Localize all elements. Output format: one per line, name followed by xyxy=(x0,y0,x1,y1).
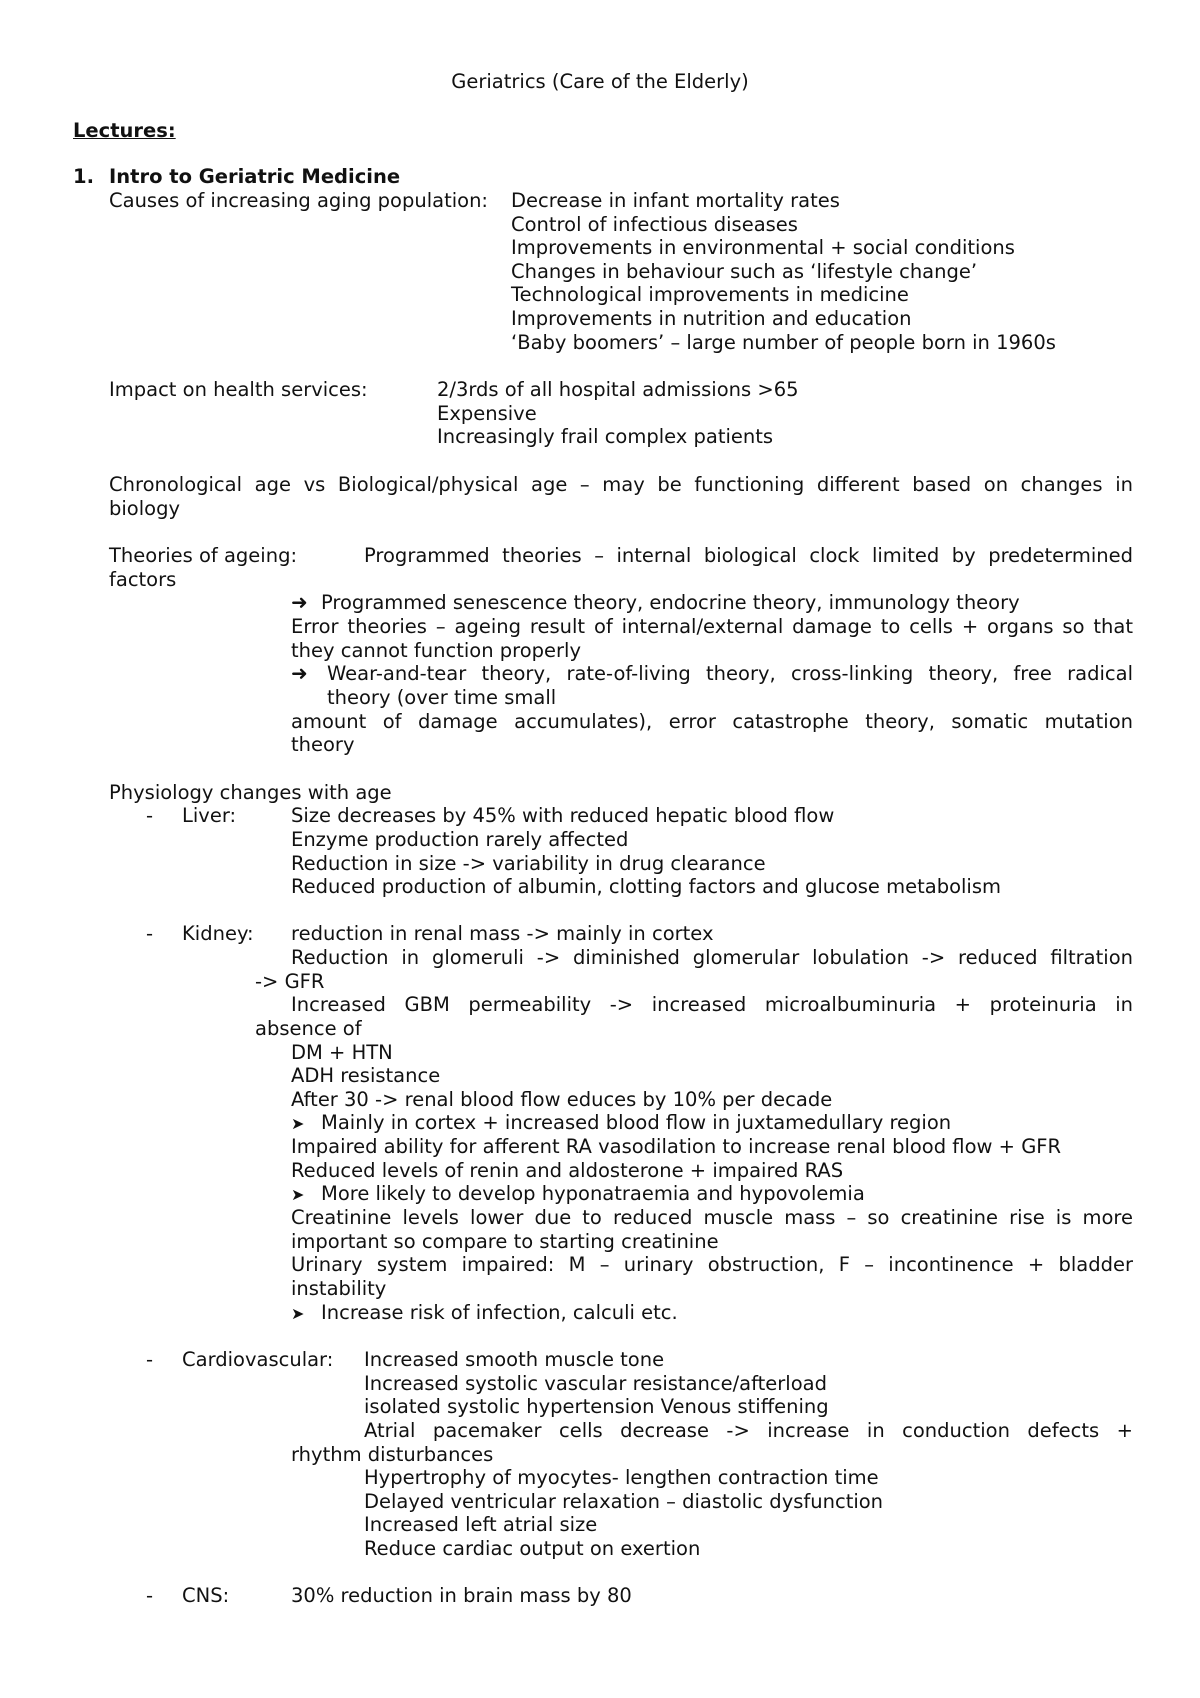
list-item: Increased left atrial size xyxy=(364,1513,598,1536)
section-heading: Intro to Geriatric Medicine xyxy=(109,165,401,188)
chronological-text: Chronological age vs Biological/physical age – may be functioning different based on changes in xyxy=(109,473,1133,496)
list-item: Improvements in nutrition and education xyxy=(511,307,912,330)
list-item: ADH resistance xyxy=(291,1064,441,1087)
list-item: Impaired ability for afferent RA vasodilation to increase renal blood flow + GFR xyxy=(291,1135,1062,1158)
list-item: Changes in behaviour such as ‘lifestyle change’ xyxy=(511,260,978,283)
chronological-text: biology xyxy=(109,497,180,520)
theories-text: theory (over time small xyxy=(327,686,557,709)
theories-text: they cannot function properly xyxy=(291,639,582,662)
list-item: Increased smooth muscle tone xyxy=(364,1348,665,1371)
list-item: isolated systolic hypertension Venous stiffening xyxy=(364,1395,829,1418)
triangle-bullet-item: ➤ Mainly in cortex + increased blood flow in juxtamedullary region xyxy=(291,1111,952,1134)
list-item: Reduced levels of renin and aldosterone + impaired RAS xyxy=(291,1159,844,1182)
list-item: Increased GBM permeability -> increased microalbuminuria + proteinuria in xyxy=(291,993,1133,1016)
list-item: 30% reduction in brain mass by 80 xyxy=(291,1584,632,1607)
list-item: Reduced production of albumin, clotting factors and glucose metabolism xyxy=(291,875,1002,898)
list-item: Size decreases by 45% with reduced hepatic blood flow xyxy=(291,804,835,827)
theories-label: Theories of ageing: xyxy=(109,544,298,567)
list-item: Reduction in glomeruli -> diminished glomerular lobulation -> reduced filtration xyxy=(291,946,1133,969)
arrow-bullet-item: ➜ Programmed senescence theory, endocrine theory, immunology theory xyxy=(291,590,1020,614)
theories-text: Error theories – ageing result of internal/external damage to cells + organs so that xyxy=(291,615,1133,638)
dash-bullet: - xyxy=(146,1584,154,1607)
triangle-bullet-item: ➤ Increase risk of infection, calculi etc. xyxy=(291,1301,678,1324)
dash-bullet: - xyxy=(146,922,154,945)
lectures-heading: Lectures: xyxy=(73,119,176,142)
list-item: Reduce cardiac output on exertion xyxy=(364,1537,701,1560)
list-item: Improvements in environmental + social conditions xyxy=(511,236,1015,259)
section-number: 1. xyxy=(73,165,94,188)
right-arrow-icon: ➜ xyxy=(291,661,308,685)
cardio-label: Cardiovascular: xyxy=(182,1348,334,1371)
physiology-heading: Physiology changes with age xyxy=(109,781,392,804)
list-item: Control of infectious diseases xyxy=(511,213,798,236)
list-item: important so compare to starting creatinine xyxy=(291,1230,719,1253)
list-item: Creatinine levels lower due to reduced muscle mass – so creatinine rise is more xyxy=(291,1206,1133,1229)
liver-label: Liver: xyxy=(182,804,237,827)
dash-bullet: - xyxy=(146,804,154,827)
theories-text: factors xyxy=(109,568,177,591)
list-item: Enzyme production rarely affected xyxy=(291,828,629,851)
theories-text: theory xyxy=(291,733,355,756)
list-item: Expensive xyxy=(437,402,537,425)
list-item: Delayed ventricular relaxation – diastolic dysfunction xyxy=(364,1490,884,1513)
list-item: Hypertrophy of myocytes- lengthen contraction time xyxy=(364,1466,879,1489)
kidney-label: Kidney: xyxy=(182,922,254,945)
theories-text: amount of damage accumulates), error catastrophe theory, somatic mutation xyxy=(291,710,1133,733)
list-item: ‘Baby boomers’ – large number of people born in 1960s xyxy=(511,331,1056,354)
list-item: -> GFR xyxy=(255,970,325,993)
right-arrow-icon: ➜ xyxy=(291,590,308,614)
list-item: Reduction in size -> variability in drug clearance xyxy=(291,852,766,875)
list-item: rhythm disturbances xyxy=(291,1443,494,1466)
list-item: Urinary system impaired: M – urinary obstruction, F – incontinence + bladder xyxy=(291,1253,1133,1276)
list-item: Decrease in infant mortality rates xyxy=(511,189,840,212)
list-item: absence of xyxy=(255,1017,362,1040)
list-item: 2/3rds of all hospital admissions >65 xyxy=(437,378,799,401)
list-item: Increasingly frail complex patients xyxy=(437,425,774,448)
cns-label: CNS: xyxy=(182,1584,230,1607)
list-item: Technological improvements in medicine xyxy=(511,283,909,306)
triangle-bullet-icon: ➤ xyxy=(291,1185,305,1204)
causes-label: Causes of increasing aging population: xyxy=(109,189,488,212)
theories-text: Wear-and-tear theory, rate-of-living theory, cross-linking theory, free radical xyxy=(327,662,1133,685)
list-item: Atrial pacemaker cells decrease -> increase in conduction defects + xyxy=(364,1419,1133,1442)
list-item: After 30 -> renal blood flow educes by 10% per decade xyxy=(291,1088,833,1111)
list-item: reduction in renal mass -> mainly in cortex xyxy=(291,922,714,945)
impact-label: Impact on health services: xyxy=(109,378,368,401)
triangle-bullet-item: ➤ More likely to develop hyponatraemia and hypovolemia xyxy=(291,1182,865,1205)
dash-bullet: - xyxy=(146,1348,154,1371)
theories-text: Programmed theories – internal biological clock limited by predetermined xyxy=(364,544,1133,567)
triangle-bullet-icon: ➤ xyxy=(291,1114,305,1133)
list-item: Increased systolic vascular resistance/afterload xyxy=(364,1372,827,1395)
triangle-bullet-icon: ➤ xyxy=(291,1304,305,1323)
list-item: instability xyxy=(291,1277,387,1300)
page-title: Geriatrics (Care of the Elderly) xyxy=(451,70,749,93)
list-item: DM + HTN xyxy=(291,1041,393,1064)
